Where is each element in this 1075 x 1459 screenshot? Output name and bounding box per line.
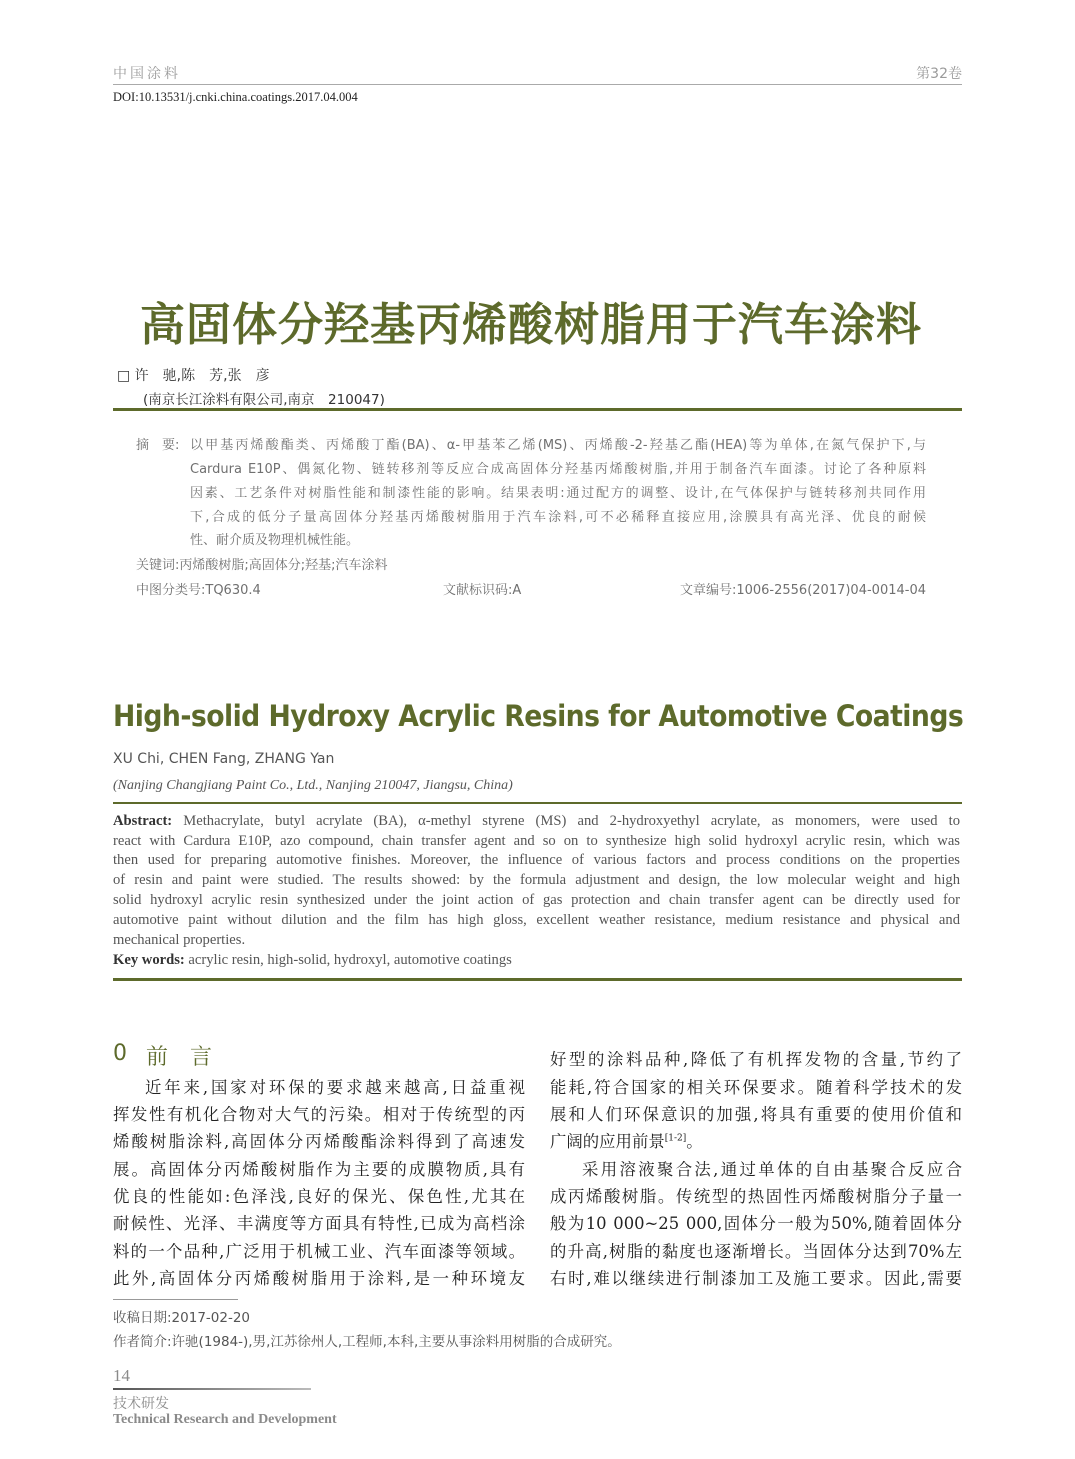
journal-name: 中国涂料 xyxy=(113,66,181,82)
body-line: 展和人们环保意识的加强,将具有重要的使用价值和 xyxy=(550,1105,962,1124)
body-line: 好型的涂料品种,降低了有机挥发物的含量,节约了 xyxy=(550,1050,962,1069)
body-line: 挥发性有机化合物对大气的污染。相对于传统型的丙 xyxy=(113,1105,525,1124)
abstract-en-line: automotive paint without dilution and the film has high gloss, excellent weather resistance, medium resistance and physical and xyxy=(113,912,960,928)
column-name-en: Technical Research and Development xyxy=(113,1412,337,1427)
volume-label: 第32卷 xyxy=(916,66,962,82)
header-rule xyxy=(113,84,962,85)
body-line: 近年来,国家对环保的要求越来越高,日益重视 xyxy=(145,1078,525,1097)
column-name-cn: 技术研发 xyxy=(113,1396,169,1412)
doi: DOI:10.13531/j.cnki.china.coatings.2017.04.004 xyxy=(113,90,358,104)
abstract-cn-line: 下,合成的低分子量高固体分羟基丙烯酸树脂用于汽车涂料,可不必稀释直接应用,涂膜具有高光泽、优良的耐候 xyxy=(190,510,926,525)
abstract-en-line: then used for preparing automotive finishes. Moreover, the influence of various factors and process conditions on the properties xyxy=(113,852,960,868)
body-line: 能耗,符合国家的相关环保要求。随着科学技术的发 xyxy=(550,1078,962,1097)
body-line: 展。高固体分丙烯酸树脂作为主要的成膜物质,具有 xyxy=(113,1160,525,1179)
title-cn: 高固体分羟基丙烯酸树脂用于汽车涂料 xyxy=(139,298,922,351)
clc-number: 中图分类号:TQ630.4 xyxy=(136,583,261,598)
body-line xyxy=(550,1128,962,1152)
body-line: 料的一个品种,广泛用于机械工业、汽车面漆等领域。 xyxy=(113,1242,525,1261)
body-line: 成丙烯酸树脂。传统型的热固性丙烯酸树脂分子量一 xyxy=(550,1187,962,1206)
document-code: 文献标识码:A xyxy=(443,583,522,598)
abstract-en-text: Methacrylate, butyl acrylate (BA), α-methyl styrene (MS) and 2-hydroxyethyl acrylate, as monomers, were used to xyxy=(172,813,960,829)
footnote-rule xyxy=(113,1299,238,1300)
body-text: 广阔的应用前景 xyxy=(550,1132,665,1151)
title-rule xyxy=(113,408,962,411)
authors-cn: □ 许 驰,陈 芳,张 彦 xyxy=(117,368,270,384)
footer-rule xyxy=(113,1388,311,1390)
keywords-en xyxy=(113,952,960,969)
abstract-rule xyxy=(113,978,962,981)
citation[interactable]: [1-2] xyxy=(664,1133,687,1144)
title-en: High-solid Hydroxy Acrylic Resins for Automotive Coatings xyxy=(113,699,964,733)
article-number: 文章编号:1006-2556(2017)04-0014-04 xyxy=(679,583,926,598)
abstract-en-line: react with Cardura E10P, azo compound, chain transfer agent and so on to synthesize high solid hydroxyl acrylic resin, which was xyxy=(113,833,960,849)
abstract-en-line: of resin and paint were studied. The results showed: by the formula adjustment and design, the low molecular weight and high xyxy=(113,872,960,888)
abstract-cn-line: 以甲基丙烯酸酯类、丙烯酸丁酯(BA)、α-甲基苯乙烯(MS)、丙烯酸-2-羟基乙酯(HEA)等为单体,在氮气保护下,与 xyxy=(190,438,926,453)
abstract-cn-line: 性、耐介质及物理机械性能。 xyxy=(190,533,360,548)
abstract-cn-label: 摘 要: xyxy=(136,438,180,453)
affiliation-en: (Nanjing Changjiang Paint Co., Ltd., Nanjing 210047, Jiangsu, China) xyxy=(113,778,513,793)
body-text: 。 xyxy=(686,1132,703,1151)
body-line: 此外,高固体分丙烯酸树脂用于涂料,是一种环境友 xyxy=(113,1269,525,1288)
body-line: 右时,难以继续进行制漆加工及施工要求。因此,需要 xyxy=(550,1269,962,1288)
body-line: 烯酸树脂涂料,高固体分丙烯酸酯涂料得到了高速发 xyxy=(113,1132,525,1151)
body-line: 的升高,树脂的黏度也逐渐增长。当固体分达到70%左 xyxy=(550,1242,962,1261)
section-number: 0 xyxy=(113,1041,127,1066)
section-title: 前 言 xyxy=(146,1045,213,1070)
body-line: 优良的性能如:色泽浅,良好的保光、保色性,尤其在 xyxy=(113,1187,525,1206)
received-date: 收稿日期:2017-02-20 xyxy=(113,1310,251,1326)
abstract-en-label: Abstract: xyxy=(113,813,173,829)
abstract-en-line: mechanical properties. xyxy=(113,932,246,948)
body-line: 耐候性、光泽、丰满度等方面具有特性,已成为高档涂 xyxy=(113,1214,525,1233)
en-title-rule xyxy=(113,802,962,804)
authors-en: XU Chi, CHEN Fang, ZHANG Yan xyxy=(113,751,335,767)
abstract-cn-line: 因素、工艺条件对树脂性能和制漆性能的影响。结果表明:通过配方的调整、设计,在气体保护与链转移剂共同作用 xyxy=(190,486,926,501)
keywords-cn: 关键词:丙烯酸树脂;高固体分;羟基;汽车涂料 xyxy=(136,558,388,573)
keywords-en-text: acrylic resin, high-solid, hydroxyl, automotive coatings xyxy=(184,952,512,968)
body-line: 采用溶液聚合法,通过单体的自由基聚合反应合 xyxy=(582,1160,962,1179)
abstract-cn-line: Cardura E10P、偶氮化物、链转移剂等反应合成高固体分羟基丙烯酸树脂,并用于制备汽车面漆。讨论了各种原料 xyxy=(190,462,926,477)
abstract-en-line: solid hydroxyl acrylic resin synthesized under the joint action of gas protection and chain transfer agent can be directly used for xyxy=(113,892,960,908)
body-line: 般为10 000~25 000,固体分一般为50%,随着固体分 xyxy=(550,1214,962,1233)
page-number: 14 xyxy=(113,1366,130,1385)
keywords-en-label: Key words: xyxy=(113,952,185,968)
author-bio: 作者简介:许驰(1984-),男,江苏徐州人,工程师,本科,主要从事涂料用树脂的合成研究。 xyxy=(113,1334,621,1350)
affiliation-cn: (南京长江涂料有限公司,南京 210047) xyxy=(143,392,385,408)
abstract-en-line xyxy=(113,813,960,830)
